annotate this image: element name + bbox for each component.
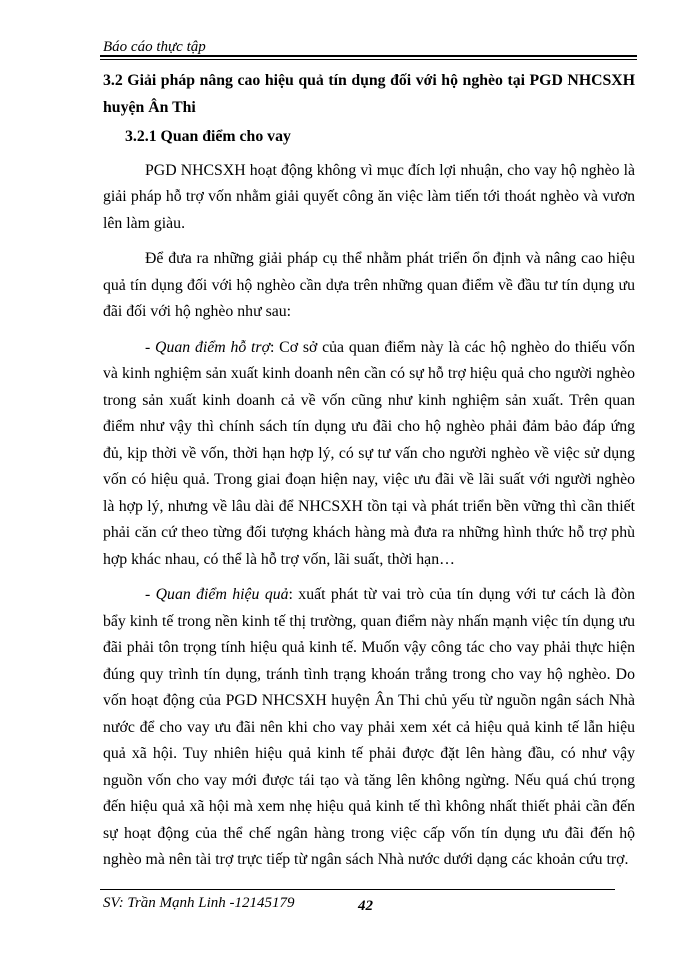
support-view-text: : Cơ sở của quan điểm này là các hộ nghèo do thiếu vốn và kinh nghiệm sản xuất kinh doanh nên cần có sự hỗ trợ hiệu quả cho người nghèo trong sản xuất kinh doanh cả về vốn cũng như kinh nghiệm sản xuất. Trên quan điểm như vậy thì chính sách tín dụng ưu đãi cho hộ nghèo phải đảm bảo đáp ứng đủ, kịp thời về vốn, thời hạn hợp lý, có sự tư vấn cho người nghèo về việc sử dụng vốn có hiệu quả. Trong giai đoạn hiện nay, việc ưu đãi về lãi suất với người nghèo là hợp lý, nhưng về lâu dài để NHCSXH tồn tại và phát triển bền vững thì cần thiết phải căn cứ theo từng đối tượng khách hàng mà đưa ra những hình thức hỗ trợ phù hợp khác nhau, có thể là hỗ trợ vốn, lãi suất, thời hạn… [103, 338, 635, 568]
support-view-label: - Quan điểm hỗ trợ [145, 338, 270, 356]
subsection-title: 3.2.1 Quan điểm cho vay [125, 128, 291, 145]
efficiency-view-text: : xuất phát từ vai trò của tín dụng với tư cách là đòn bẩy kinh tế trong nền kinh tế thị trường, quan điểm này nhấn mạnh việc tín dụng ưu đãi phải tôn trọng tính hiệu quả kinh tế. Muốn vậy công tác cho vay phải thực hiện đúng quy trình tín dụng, tránh tình trạng khoán trắng trong cho vay hộ nghèo. Do vốn hoạt động của PGD NHCSXH huyện Ân Thi chủ yếu từ nguồn ngân sách Nhà nước để cho vay ưu đãi nên khi cho vay phải xem xét cả hiệu quả kinh tế lẫn hiệu quả xã hội. Tuy nhiên hiệu quả kinh tế phải được đặt lên hàng đầu, có như vậy nguồn vốn cho vay mới được tái tạo và tăng lên không ngừng. Nếu quá chú trọng đến hiệu quả xã hội mà xem nhẹ hiệu quả kinh tế thì không nhất thiết phải cần đến sự hoạt động của thể chế ngân hàng trong việc cấp vốn tín dụng ưu đãi đến hộ nghèo mà nên tài trợ trực tiếp từ ngân sách Nhà nước dưới dạng các khoản cứu trợ. [103, 586, 635, 868]
paragraph-2: Để đưa ra những giải pháp cụ thể nhằm phát triển ổn định và nâng cao hiệu quả tín dụng đối với hộ nghèo cần dựa trên những quan điểm về đầu tư tín dụng ưu đãi đối với hộ nghèo như sau: [103, 250, 635, 320]
header-rule-thick [100, 55, 637, 57]
report-header-title: Báo cáo thực tập [103, 39, 206, 55]
efficiency-view-label: - Quan điểm hiệu quả [145, 586, 289, 603]
footer-rule [100, 889, 615, 890]
footer-student-info: SV: Trần Mạnh Linh -12145179 [103, 895, 295, 911]
page-number: 42 [358, 898, 373, 914]
header-rule-thin [100, 59, 637, 60]
paragraph-efficiency-view [103, 582, 635, 874]
section-title: 3.2 Giải pháp nâng cao hiệu quả tín dụng đối với hộ nghèo tại PGD NHCSXH huyện Ân Thi [103, 72, 635, 116]
paragraph-support-view [103, 335, 635, 574]
page-body [103, 68, 635, 883]
paragraph-1: PGD NHCSXH hoạt động không vì mục đích lợi nhuận, cho vay hộ nghèo là giải pháp hỗ trợ vốn nhằm giải quyết công ăn việc làm tiến tới thoát nghèo và vươn lên làm giàu. [103, 161, 635, 232]
